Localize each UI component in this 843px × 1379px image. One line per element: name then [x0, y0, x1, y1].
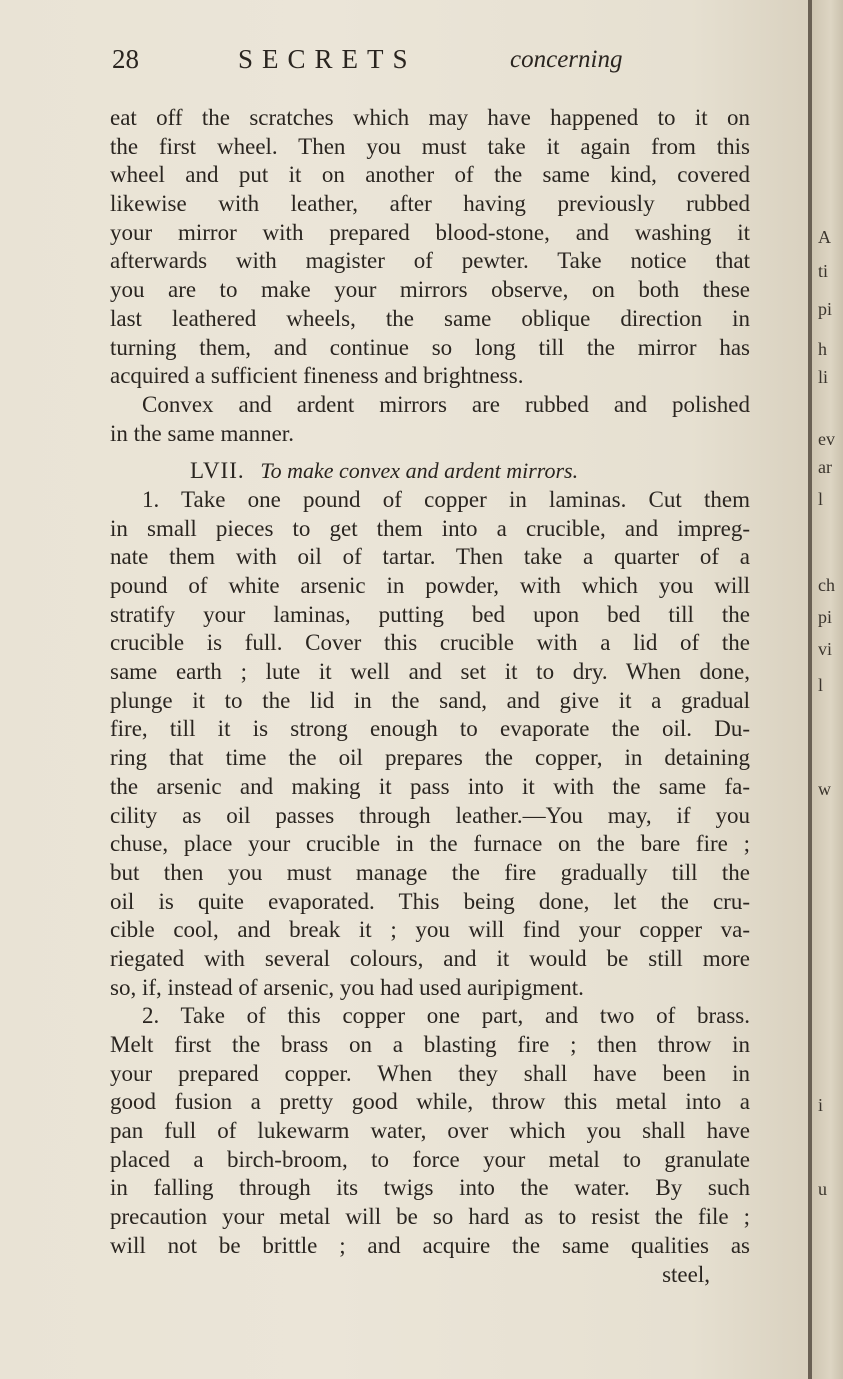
body-text — [110, 104, 750, 1289]
text-line: last leathered wheels, the same oblique direction in — [110, 305, 750, 331]
bleed-through-fragment: ch — [818, 575, 835, 595]
bleed-through-fragment: pi — [818, 607, 833, 627]
text-line: Melt first the brass on a blasting fire ; then throw in — [110, 1032, 750, 1057]
catchword: steel, — [662, 1261, 710, 1287]
text-line: your mirror with prepared blood-stone, and washing it — [110, 219, 750, 245]
text-line: turning them, and continue so long till the mirror has — [110, 334, 750, 360]
text-line: placed a birch-broom, to force your metal to granulate — [110, 1146, 750, 1172]
text-line: acquired a sufficient fineness and brightness. — [110, 363, 524, 389]
bleed-through-fragment: ti — [818, 261, 829, 281]
text-line: eat off the scratches which may have happened to it on — [110, 105, 750, 130]
text-line: cility as oil passes through leather.—You may, if you — [110, 802, 750, 828]
text-line: oil is quite evaporated. This being done, let the cru- — [110, 888, 750, 914]
text-line: cible cool, and break it ; you will find your copper va- — [110, 917, 750, 943]
text-line: likewise with leather, after having previously rubbed — [110, 191, 750, 217]
page-number: 28 — [112, 44, 139, 74]
bleed-through-fragment: ar — [818, 457, 832, 477]
text-line: pound of white arsenic in powder, with which you will — [110, 573, 750, 598]
bleed-through-fragment: li — [818, 367, 829, 387]
text-line: in small pieces to get them into a crucible, and impreg- — [110, 515, 750, 541]
text-line: 2. Take of this copper one part, and two of brass. — [142, 1003, 750, 1029]
bleed-through-fragment: i — [818, 1095, 824, 1115]
bleed-through-fragment: A — [818, 227, 831, 247]
text-line: afterwards with magister of pewter. Take notice that — [110, 248, 750, 274]
bleed-through-fragment: vi — [818, 639, 833, 659]
bleed-through-fragment: ev — [818, 429, 835, 449]
text-line: same earth ; lute it well and set it to dry. When done, — [110, 659, 750, 685]
text-line: precaution your metal will be so hard as to resist the file ; — [110, 1204, 750, 1230]
text-line: you are to make your mirrors observe, on both these — [110, 277, 750, 303]
text-line: so, if, instead of arsenic, you had used auripigment. — [110, 974, 584, 1000]
bleed-through-fragment: u — [818, 1179, 827, 1199]
text-line: the first wheel. Then you must take it again from this — [110, 133, 750, 159]
text-line: ring that time the oil prepares the copper, in detaining — [110, 745, 750, 771]
bleed-through-fragment: l — [818, 489, 824, 509]
text-line: riegated with several colours, and it would be still more — [110, 945, 750, 971]
text-line: nate them with oil of tartar. Then take a quarter of a — [110, 544, 750, 570]
text-line: the arsenic and making it pass into it with the same fa- — [110, 773, 750, 799]
text-line: stratify your laminas, putting bed upon bed till the — [110, 601, 750, 627]
section-heading — [110, 457, 750, 486]
text-line: will not be brittle ; and acquire the same qualities as — [110, 1232, 750, 1258]
adjacent-page-strip — [812, 0, 843, 1379]
text-line: your prepared copper. When they shall have been in — [110, 1060, 750, 1086]
text-line: but then you must manage the fire gradually till the — [110, 859, 750, 885]
section-number: LVII. — [190, 458, 245, 484]
text-line: fire, till it is strong enough to evaporate the oil. Du- — [110, 716, 750, 742]
bleed-through-fragment: pi — [818, 299, 833, 319]
text-line: pan full of lukewarm water, over which you shall have — [110, 1118, 750, 1144]
bleed-through-fragment: h — [818, 339, 827, 359]
text-line: good fusion a pretty good while, throw this metal into a — [110, 1089, 750, 1115]
text-line: 1. Take one pound of copper in laminas. Cut them — [142, 486, 750, 512]
running-title: SECRETS — [238, 44, 417, 74]
text-line: chuse, place your crucible in the furnace on the bare fire ; — [110, 831, 750, 857]
text-line: crucible is full. Cover this crucible with a lid of the — [110, 630, 750, 656]
text-line: Convex and ardent mirrors are rubbed and polished — [142, 391, 750, 417]
text-line: in the same manner. — [110, 420, 294, 446]
text-line: wheel and put it on another of the same kind, covered — [110, 162, 750, 188]
section-title: To make convex and ardent mirrors. — [260, 458, 579, 484]
bleed-through-fragment: w — [818, 779, 831, 799]
running-subtitle: concerning — [510, 46, 623, 73]
page-header — [112, 44, 752, 80]
text-line: in falling through its twigs into the water. By such — [110, 1175, 750, 1201]
bleed-through-fragment: l — [818, 675, 824, 695]
text-line: plunge it to the lid in the sand, and give it a gradual — [110, 687, 750, 713]
